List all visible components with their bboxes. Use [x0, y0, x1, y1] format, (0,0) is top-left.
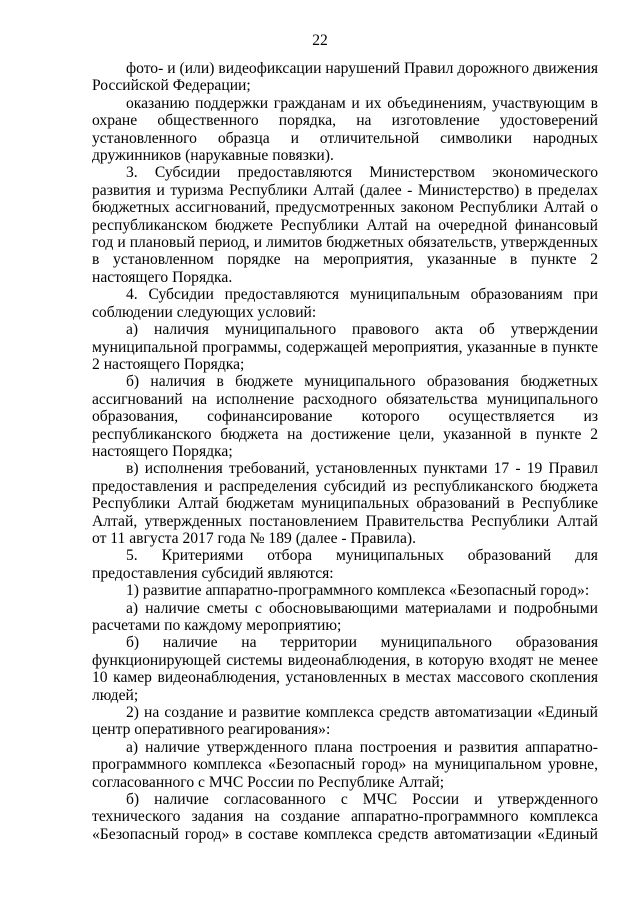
paragraph: 3. Субсидии предоставляются Министерством экономического развития и туризма Республики Алтай (далее - Министерство) в пределах бюджетных ассигнований, предусмотренных законом Республики Алтай о республиканском бюджете Республики Алтай на очередной финансовый год и плановый период, и лимитов бюджетных обязательств, утвержденных в установленном порядке на мероприятия, указанные в пункте 2 настоящего Порядка. [92, 164, 598, 286]
paragraph: в) исполнения требований, установленных пунктами 17 - 19 Правил предоставления и распределения субсидий из республиканского бюджета Республики Алтай бюджетам муниципальных образований в Республике Алтай, утвержденных постановлением Правительства Республики Алтай от 11 августа 2017 года № 189 (далее - Правила). [92, 460, 598, 547]
paragraph: оказанию поддержки гражданам и их объединениям, участвующим в охране общественного порядка, на изготовление удостоверений установленного образца и отличительной символики народных дружинников (нарукавные повязки). [92, 94, 598, 165]
paragraph: а) наличие сметы с обосновывающими материалами и подробными расчетами по каждому мероприятию; [92, 599, 598, 634]
paragraph: 5. Критериями отбора муниципальных образований для предоставления субсидий являются: [92, 547, 598, 582]
paragraph: б) наличия в бюджете муниципального образования бюджетных ассигнований на исполнение расходного обязательства муниципального образования, софинансирование которого осуществляется из республиканского бюджета на достижение цели, указанной в пункте 2 настоящего Порядка; [92, 373, 598, 460]
paragraph: б) наличие согласованного с МЧС России и утвержденного технического задания на создание аппаратно-программного комплекса «Безопасный город» в составе комплекса средств автоматизации «Единый [92, 791, 598, 843]
paragraph: фото- и (или) видеофиксации нарушений Правил дорожного движения Российской Федерации; [92, 60, 598, 95]
paragraph: а) наличие утвержденного плана построения и развития аппаратно-программного комплекса «Безопасный город» на муниципальном уровне, согласованного с МЧС России по Республике Алтай; [92, 738, 598, 791]
paragraph: 1) развитие аппаратно-программного комплекса «Безопасный город»: [126, 582, 590, 600]
document-body [92, 60, 598, 843]
paragraph: а) наличия муниципального правового акта об утверждении муниципальной программы, содержащей мероприятия, указанные в пункте 2 настоящего Порядка; [92, 321, 598, 373]
paragraph: 4. Субсидии предоставляются муниципальным образованиям при соблюдении следующих условий: [92, 286, 598, 321]
page-number: 22 [312, 32, 328, 49]
paragraph: б) наличие на территории муниципального образования функционирующей системы видеонаблюдения, в которую входят не менее 10 камер видеонаблюдения, установленных в местах массового скопления людей; [92, 634, 598, 704]
paragraph: 2) на создание и развитие комплекса средств автоматизации «Единый центр оперативного реагирования»: [92, 704, 598, 739]
